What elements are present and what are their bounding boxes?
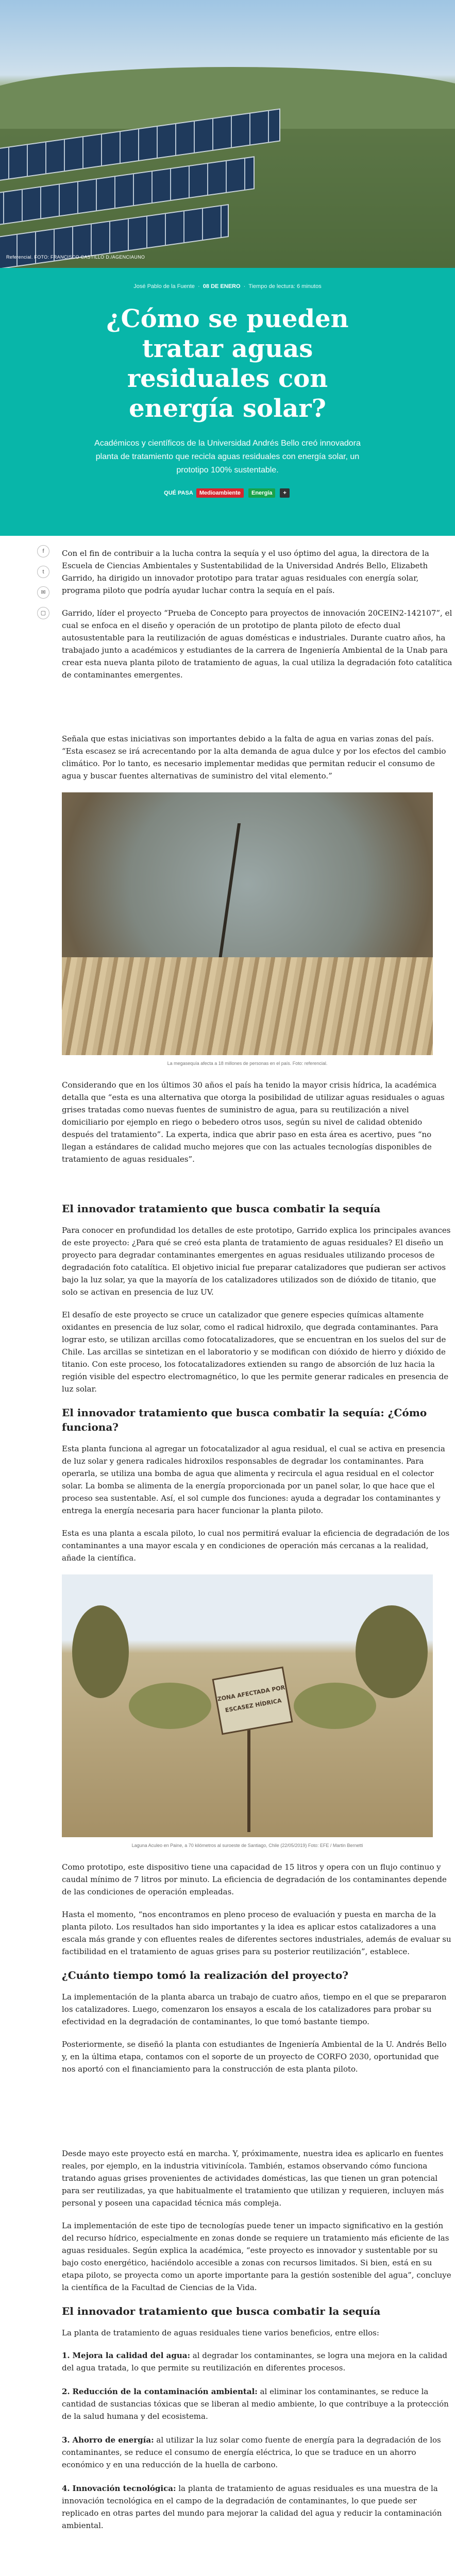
list-item-text: la planta de tratamiento de aguas residuales es una muestra de la innovación tecnológica en el campo de la degradación de contaminantes, lo que puede ser replicado en otras partes del mundo para mejorar la calidad del agua y reducir la contaminación ambiental. <box>62 2484 442 2530</box>
list-item-title: Mejora la calidad del agua: <box>72 2351 191 2360</box>
email-icon[interactable]: ✉ <box>37 586 49 599</box>
paragraph: Considerando que en los últimos 30 años el país ha tenido la mayor crisis hídrica, la académica detalla que “esta es una alternativa que otorga la posibilidad de utilizar aguas residuales o aguas grises tratadas como nuevas fuentes de suministro de agua, para su reutilización a nivel domiciliario por ejemplo en riego o bebedero otros usos, según su nivel de calidad obtenido después del tratamiento”. La experta, indica que abrir paso en esta área es acertivo, pues “no llegan a estándares de calidad mucho mejores que con las actuales tecnologías disponibles de tratamiento de aguas residuales”. <box>62 1080 445 1164</box>
list-item-text: al degradar los contaminantes, se logra una mejora en la calidad del agua tratada, lo que permite su reutilización en diferentes procesos. <box>62 2351 447 2372</box>
list-item-text: al eliminar los contaminantes, se reduce la cantidad de sustancias tóxicas que se liberan al medio ambiente, lo que contribuye a la protección de la salud humana y del ecosistema. <box>62 2387 449 2421</box>
tag-button[interactable]: Energía <box>248 488 275 498</box>
list-item-title: Innovación tecnológica: <box>72 2484 176 2493</box>
paragraph: Esta es una planta a escala piloto, lo cual nos permitirá evaluar la eficiencia de degradación de los contaminantes a una mayor escala y en condiciones de operación más cercanas a la realidad, añade la científica. <box>62 1529 450 1563</box>
publish-date: 08 DE ENERO <box>203 283 241 290</box>
image-caption: La megasequía afecta a 18 millones de personas en el país. Foto: referencial. <box>167 1061 328 1066</box>
social-share-rail <box>37 545 49 628</box>
paragraph: La implementación de este tipo de tecnologías puede tener un impacto significativo en la gestión del recurso hídrico, especialmente en zonas donde se requiere un tratamiento más eficiente de las aguas residuales. Según explica la académica, “este proyecto es innovador y sustentable por su bajo costo energético, haciéndolo accesible a zonas con recursos limitados. Si bien, está en su etapa piloto, se proyecta como un aporte importante para la gestión sostenible del agua”, concluye la científica de la Facultad de Ciencias de la Vida. <box>62 2221 451 2292</box>
list-item <box>62 2434 453 2471</box>
section-heading: El innovador tratamiento que busca combatir la sequía <box>62 1202 381 1215</box>
read-time: Tiempo de lectura: 6 minutos <box>248 283 322 290</box>
facebook-icon[interactable]: f <box>37 545 49 557</box>
photo-credit: Referencial. FOTO: FRANCISCO CASTILLO D./AGENCIAUNO <box>6 255 145 260</box>
page-title: ¿Cómo se pueden tratar aguas residuales con energía solar? <box>106 304 349 423</box>
paragraph: Desde mayo este proyecto está en marcha. Y, próximamente, nuestra idea es aplicarlo en fuentes reales, por ejemplo, en la industria vitivinícola. También, estamos observando cómo funciona tratando aguas grises provenientes de actividades domésticas, las que tienen un gran potencial para ser reutilizadas, ya que habitualmente el tratamiento que utilizan y requieren, incluyen más personal y poseen una capacidad técnica más compleja. <box>62 2149 444 2208</box>
tag-bar <box>0 488 455 498</box>
article-body <box>62 547 453 2532</box>
tree <box>72 1605 129 1698</box>
tree <box>356 1605 428 1698</box>
paragraph: Posteriormente, se diseñó la planta con estudiantes de Ingeniería Ambiental de la U. Andrés Bello y, en la última etapa, contamos con el soporte de un proyecto de CORFO 2030, oportunidad que nos aportó con el financiamiento para la construcción de esta planta piloto. <box>62 2040 447 2074</box>
paragraph: Hasta el momento, “nos encontramos en pleno proceso de evaluación y puesta en marcha de la planta piloto. Los resultados han sido importantes y la idea es aplicar estos catalizadores a una escala más grande y con efluentes reales de diferentes sectores industriales, además de evaluar su factibilidad en el tratamiento de aguas grises para su posterior reutilización”, establece. <box>62 1910 451 1956</box>
list-item-title: Reducción de la contaminación ambiental: <box>72 2387 258 2396</box>
list-item-number: 4. <box>62 2484 70 2493</box>
comment-icon[interactable]: ▢ <box>37 607 49 619</box>
hero-image <box>0 0 455 268</box>
section-label[interactable]: QUÉ PASA <box>164 490 193 496</box>
paragraph: Esta planta funciona al agregar un fotocatalizador al agua residual, el cual se activa en presencia de luz solar y genera radicales hidroxilos responsables de degradar los contaminantes. Para operarla, se utiliza una bomba de agua que alimenta y recircula el agua residual en el colector solar. La bomba se alimenta de la energía proporcionada por un panel solar, lo que hace que el proceso sea sustentable. Así, el sol cumple dos funciones: ayuda a degradar los contaminantes y entrega la energía necesaria para hacer funcionar la planta piloto. <box>62 1444 445 1515</box>
list-item <box>62 2482 453 2532</box>
article-header <box>0 268 455 536</box>
list-item-title: Ahorro de energía: <box>72 2435 154 2445</box>
benefits-list <box>62 2349 453 2532</box>
paragraph: Garrido, líder el proyecto “Prueba de Concepto para proyectos de innovación 20CEIN2-142107”, el cual se enfoca en el diseño y operación de un prototipo de planta piloto de efecto dual autosustentable para la reutilización de aguas domésticas e industriales. Durante cuatro años, ha trabajado junto a académicos y estudiantes de la carrera de Ingeniería Ambiental de la Unab para crear esta nueva planta piloto de tratamiento de aguas, la cual utiliza la degradación foto catalítica de contaminantes emergentes. <box>62 608 452 680</box>
section-heading: ¿Cuánto tiempo tomó la realización del proyecto? <box>62 1969 349 1981</box>
bush <box>129 1683 211 1729</box>
dead-tree <box>216 823 287 978</box>
paragraph: Señala que estas iniciativas son importantes debido a la falta de agua en varias zonas del país. “Esta escasez se irá acrecentando por la alta demanda de agua dulce y por los efectos del cambio climático. Por lo tanto, es necesario implementar medidas que permitan reducir el consumo de agua y buscar fuentes alternativas de suministro del vital elemento.” <box>62 734 446 781</box>
paragraph: El desafío de este proyecto se cruce un catalizador que genere especies químicas altamente oxidantes en presencia de luz solar, como el radical hidroxilo, que degrada contaminantes. Para lograr esto, se utilizan arcillas como fotocatalizadores, que se encuentran en los suelos del sur de Chile. Las arcillas se sintetizan en el laboratorio y se modifican con dióxido de hierro y dióxido de titanio. Con este proceso, los fotocatalizadores extienden su rango de absorción de luz hacia la región visible del espectro electromagnético, lo que les permite generar radicales en presencia de luz solar. <box>62 1310 449 1394</box>
list-item-text: al utilizar la luz solar como fuente de energía para la degradación de los contaminantes, se reduce el consumo de energía eléctrica, lo que se traduce en un ahorro económico y en una reducción de la huella de carbono. <box>62 2435 441 2469</box>
paragraph: La planta de tratamiento de aguas residuales tiene varios beneficios, entre ellos: <box>62 2328 379 2337</box>
tag-button[interactable]: Medioambiente <box>196 488 244 498</box>
section-heading: El innovador tratamiento que busca combatir la sequía: ¿Cómo funciona? <box>62 1406 427 1433</box>
more-tags-button[interactable]: + <box>280 488 289 498</box>
section-heading: El innovador tratamiento que busca combatir la sequía <box>62 2305 381 2317</box>
sign-pole <box>247 1729 250 1832</box>
twitter-icon[interactable]: t <box>37 566 49 578</box>
laguna-aculeo-image <box>62 1574 433 1837</box>
paragraph: Para conocer en profundidad los detalles de este prototipo, Garrido explica los principales avances de este proyecto: ¿Para qué se creó esta planta de tratamiento de aguas residuales? El diseño un proyecto para degradar contaminantes emergentes en aguas residuales utilizando procesos de degradación foto catalítica. El objetivo inicial fue preparar catalizadores que pudieran ser activos bajo la luz solar, ya que la mayoría de los catalizadores utilizados son de dióxido de titanio, que solo se activan en presencia de luz UV. <box>62 1226 451 1297</box>
list-item-number: 3. <box>62 2435 70 2445</box>
list-item <box>62 2385 453 2422</box>
article-meta: José Pablo de la Fuente · 08 DE ENERO · Tiempo de lectura: 6 minutos <box>133 283 322 290</box>
list-item-number: 1. <box>62 2351 70 2360</box>
paragraph: Como prototipo, este dispositivo tiene una capacidad de 15 litros y opera con un flujo continuo y caudal mínimo de 7 litros por minuto. La eficiencia de degradación de los contaminantes depende de las condiciones de operación empleadas. <box>62 1862 447 1896</box>
paragraph <box>62 547 453 597</box>
author-name[interactable]: José Pablo de la Fuente <box>133 283 195 290</box>
paragraph-text: Con el fin de contribuir a la lucha contra la sequía y el uso óptimo del agua, la directora de la Escuela de Ciencias Ambientales y Sustentabilidad de la Universidad Andrés Bello, Elizabeth Garrido, ha dirigido un innovador prototipo para tratar aguas residuales con energía solar, programa piloto que podría ayudar luchar contra la sequía en el país. <box>62 549 429 595</box>
article-lead: Académicos y científicos de la Universidad Andrés Bello creó innovadora planta de tratamiento que recicla aguas residuales con energía solar, un prototipo 100% sustentable. <box>94 439 361 474</box>
list-item <box>62 2349 453 2374</box>
cracked-ground <box>62 957 433 1055</box>
image-caption: Laguna Aculeo en Paine, a 70 kilómetros al suroeste de Santiago, Chile (22/05/2019) Foto: EFE / Martin Bernetti <box>131 1843 363 1848</box>
warning-sign: ZONA AFECTADA POR ESCASEZ HÍDRICA <box>212 1667 293 1735</box>
list-item-number: 2. <box>62 2387 70 2396</box>
paragraph: La implementación de la planta abarca un trabajo de cuatro años, tiempo en el que se prepararon los catalizadores. Luego, comenzaron los ensayos a escala de los catalizadores para probar su efectividad en la degradación de contaminantes, lo que tomó bastante tiempo. <box>62 1992 447 2026</box>
drought-tree-image <box>62 792 433 1055</box>
bush <box>294 1683 376 1729</box>
